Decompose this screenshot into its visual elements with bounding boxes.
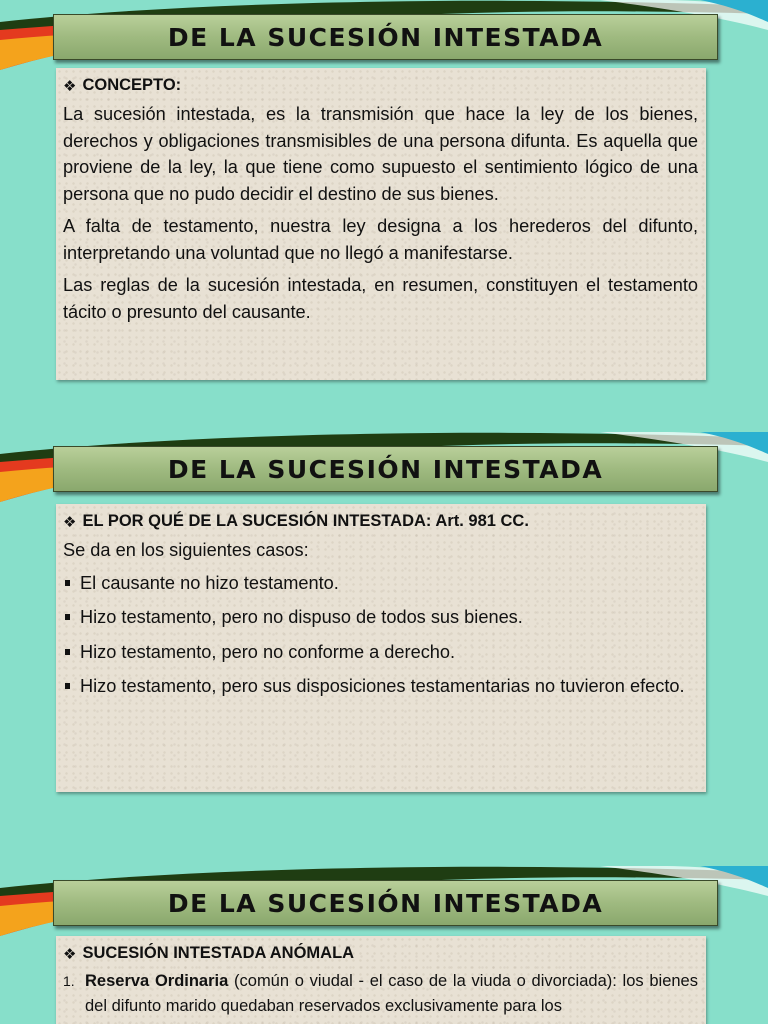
bullet-item [63, 604, 698, 631]
bullet-text: Hizo testamento, pero no dispuso de todos sus bienes. [80, 607, 523, 627]
square-icon [65, 649, 70, 655]
diamond-icon: ❖ [63, 513, 77, 531]
intro-text: Se da en los siguientes casos: [63, 540, 309, 560]
square-icon [65, 683, 70, 689]
slide-title-bar [53, 446, 718, 492]
section-heading [63, 76, 698, 95]
item-term: Reserva Ordinaria [85, 972, 229, 990]
bullet-item [63, 570, 698, 597]
paragraph: La sucesión intestada, es la transmisión que hace la ley de los bienes, derechos y obligaciones transmisibles de una persona difunta. Es aquella que proviene de la ley, la que tiene como supuesto el sentimiento lógico de una persona que no pudo decidir el destino de sus bienes. [63, 104, 698, 204]
section-heading [63, 944, 698, 963]
section-heading [63, 512, 698, 531]
square-icon [65, 614, 70, 620]
content-panel [56, 504, 706, 792]
content-panel [56, 936, 706, 1024]
numbered-item [63, 969, 698, 1019]
item-number: 1. [63, 973, 75, 989]
diamond-icon: ❖ [63, 77, 77, 95]
item-text: (común o viudal - el caso de la viuda o divorciada): los bienes del difunto marido quedaban reservados exclusivamente para los [85, 972, 698, 1015]
heading-text: EL POR QUÉ DE LA SUCESIÓN INTESTADA: Art. 981 CC. [82, 512, 529, 530]
bullet-text: Hizo testamento, pero no conforme a derecho. [80, 641, 456, 662]
slide-title: DE LA SUCESIÓN INTESTADA [167, 22, 604, 52]
slide-title: DE LA SUCESIÓN INTESTADA [167, 454, 604, 484]
diamond-icon: ❖ [63, 945, 77, 963]
slide-title-bar [53, 14, 718, 60]
paragraph: Las reglas de la sucesión intestada, en resumen, constituyen el testamento tácito o presunto del causante. [63, 275, 698, 322]
slide-3 [0, 866, 768, 1024]
square-icon [65, 580, 70, 586]
bullet-text: Hizo testamento, pero sus disposiciones testamentarias no tuvieron efecto. [80, 676, 685, 696]
item-body [85, 969, 698, 1019]
slide-2 [0, 432, 768, 862]
bullet-text: El causante no hizo testamento. [80, 572, 339, 593]
bullet-item [63, 639, 698, 666]
heading-text: CONCEPTO: [82, 76, 182, 94]
slide-1 [0, 0, 768, 430]
bullet-item [63, 673, 698, 700]
slide-title: DE LA SUCESIÓN INTESTADA [167, 888, 604, 918]
content-panel [56, 68, 706, 380]
heading-text: SUCESIÓN INTESTADA ANÓMALA [82, 944, 355, 962]
slide-title-bar [53, 880, 718, 926]
paragraph: A falta de testamento, nuestra ley designa a los herederos del difunto, interpretando una voluntad que no llegó a manifestarse. [63, 216, 698, 263]
